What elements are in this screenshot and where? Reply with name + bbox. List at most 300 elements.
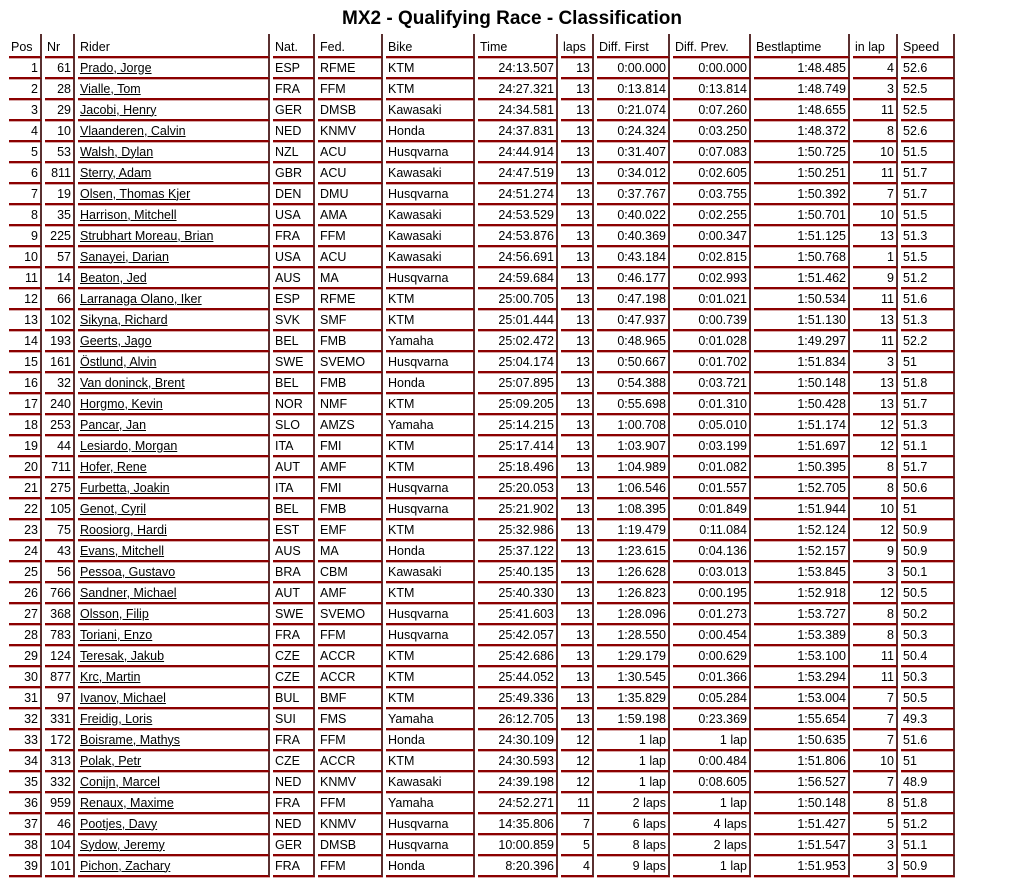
rider-link[interactable]: Freidig, Loris — [80, 711, 153, 726]
col-header-in-lap: in lap — [853, 34, 898, 58]
cell-fed: FFM — [318, 79, 383, 100]
cell-diff-first: 0:00.000 — [597, 58, 670, 79]
cell-laps: 13 — [561, 226, 594, 247]
cell-fed: CBM — [318, 562, 383, 583]
cell-nat: SLO — [273, 415, 315, 436]
rider-link[interactable]: Horgmo, Kevin — [80, 396, 163, 411]
cell-diff-prev: 0:04.136 — [673, 541, 751, 562]
cell-speed: 49.3 — [901, 709, 955, 730]
cell-in-lap: 7 — [853, 709, 898, 730]
rider-link[interactable]: Strubhart Moreau, Brian — [80, 228, 214, 243]
rider-link[interactable]: Furbetta, Joakin — [80, 480, 170, 495]
cell-bestlaptime: 1:51.125 — [754, 226, 850, 247]
rider-link[interactable]: Olsen, Thomas Kjer — [80, 186, 191, 201]
cell-nat: FRA — [273, 730, 315, 751]
table-row — [9, 835, 955, 856]
cell-nr: 877 — [45, 667, 75, 688]
table-row — [9, 709, 955, 730]
table-row — [9, 121, 955, 142]
cell-fed: DMU — [318, 184, 383, 205]
cell-bestlaptime: 1:50.392 — [754, 184, 850, 205]
cell-bike: Husqvarna — [386, 478, 475, 499]
cell-in-lap: 7 — [853, 772, 898, 793]
cell-pos: 26 — [9, 583, 42, 604]
cell-bestlaptime: 1:55.654 — [754, 709, 850, 730]
cell-pos: 11 — [9, 268, 42, 289]
rider-link[interactable]: Teresak, Jakub — [80, 648, 165, 663]
cell-bestlaptime: 1:50.148 — [754, 793, 850, 814]
cell-bike: Husqvarna — [386, 142, 475, 163]
rider-link[interactable]: Ivanov, Michael — [80, 690, 166, 705]
rider-link[interactable]: Van doninck, Brent — [80, 375, 185, 390]
cell-laps: 7 — [561, 814, 594, 835]
cell-diff-prev: 0:00.347 — [673, 226, 751, 247]
cell-diff-first: 0:55.698 — [597, 394, 670, 415]
cell-time: 24:53.876 — [478, 226, 558, 247]
cell-time: 25:00.705 — [478, 289, 558, 310]
cell-bestlaptime: 1:50.148 — [754, 373, 850, 394]
cell-nr: 53 — [45, 142, 75, 163]
cell-nat: FRA — [273, 856, 315, 877]
cell-fed: FMB — [318, 373, 383, 394]
cell-nr: 32 — [45, 373, 75, 394]
rider-link[interactable]: Vialle, Tom — [80, 81, 141, 96]
cell-nat: NED — [273, 814, 315, 835]
cell-pos: 34 — [9, 751, 42, 772]
cell-fed: RFME — [318, 58, 383, 79]
table-row — [9, 730, 955, 751]
cell-fed: RFME — [318, 289, 383, 310]
cell-rider — [78, 415, 270, 436]
cell-time: 25:07.895 — [478, 373, 558, 394]
rider-link[interactable]: Krc, Martin — [80, 669, 141, 684]
cell-pos: 33 — [9, 730, 42, 751]
cell-diff-prev: 0:07.083 — [673, 142, 751, 163]
rider-link[interactable]: Pootjes, Davy — [80, 816, 158, 831]
cell-bestlaptime: 1:50.251 — [754, 163, 850, 184]
cell-laps: 12 — [561, 730, 594, 751]
cell-bestlaptime: 1:53.004 — [754, 688, 850, 709]
cell-nr: 35 — [45, 205, 75, 226]
cell-nr: 44 — [45, 436, 75, 457]
cell-in-lap: 1 — [853, 247, 898, 268]
cell-time: 24:47.519 — [478, 163, 558, 184]
cell-rider — [78, 520, 270, 541]
rider-link[interactable]: Sterry, Adam — [80, 165, 152, 180]
classification-table — [6, 34, 958, 877]
cell-diff-prev: 0:01.557 — [673, 478, 751, 499]
cell-nr: 43 — [45, 541, 75, 562]
cell-bestlaptime: 1:49.297 — [754, 331, 850, 352]
cell-fed: KNMV — [318, 772, 383, 793]
cell-time: 25:37.122 — [478, 541, 558, 562]
cell-bestlaptime: 1:48.655 — [754, 100, 850, 121]
cell-nr: 331 — [45, 709, 75, 730]
cell-time: 25:09.205 — [478, 394, 558, 415]
table-row — [9, 856, 955, 877]
cell-pos: 15 — [9, 352, 42, 373]
cell-fed: FMB — [318, 499, 383, 520]
cell-time: 25:49.336 — [478, 688, 558, 709]
cell-speed: 52.6 — [901, 58, 955, 79]
cell-time: 14:35.806 — [478, 814, 558, 835]
cell-bike: KTM — [386, 79, 475, 100]
cell-nr: 766 — [45, 583, 75, 604]
cell-in-lap: 9 — [853, 268, 898, 289]
cell-time: 25:20.053 — [478, 478, 558, 499]
cell-nat: BUL — [273, 688, 315, 709]
cell-nat: BRA — [273, 562, 315, 583]
cell-diff-prev: 0:01.273 — [673, 604, 751, 625]
page-title: MX2 - Qualifying Race - Classification — [342, 8, 682, 29]
cell-nat: SWE — [273, 604, 315, 625]
table-row — [9, 247, 955, 268]
col-header-fed: Fed. — [318, 34, 383, 58]
cell-nat: USA — [273, 247, 315, 268]
cell-speed: 48.9 — [901, 772, 955, 793]
cell-time: 25:42.686 — [478, 646, 558, 667]
cell-pos: 3 — [9, 100, 42, 121]
table-row — [9, 688, 955, 709]
cell-diff-prev: 0:05.010 — [673, 415, 751, 436]
cell-diff-first: 0:47.937 — [597, 310, 670, 331]
cell-bike: Yamaha — [386, 709, 475, 730]
cell-rider — [78, 604, 270, 625]
table-row — [9, 226, 955, 247]
cell-nr: 275 — [45, 478, 75, 499]
cell-time: 25:18.496 — [478, 457, 558, 478]
cell-pos: 37 — [9, 814, 42, 835]
cell-laps: 13 — [561, 646, 594, 667]
cell-bike: Kawasaki — [386, 226, 475, 247]
cell-nat: NED — [273, 121, 315, 142]
cell-time: 25:41.603 — [478, 604, 558, 625]
cell-in-lap: 3 — [853, 835, 898, 856]
rider-link[interactable]: Geerts, Jago — [80, 333, 152, 348]
cell-bike: Husqvarna — [386, 499, 475, 520]
cell-nr: 332 — [45, 772, 75, 793]
cell-rider — [78, 499, 270, 520]
cell-bestlaptime: 1:48.749 — [754, 79, 850, 100]
cell-in-lap: 12 — [853, 583, 898, 604]
cell-nr: 75 — [45, 520, 75, 541]
rider-link[interactable]: Pessoa, Gustavo — [80, 564, 176, 579]
table-row — [9, 772, 955, 793]
cell-bestlaptime: 1:51.953 — [754, 856, 850, 877]
cell-laps: 13 — [561, 310, 594, 331]
cell-speed: 50.5 — [901, 583, 955, 604]
cell-time: 24:30.593 — [478, 751, 558, 772]
cell-in-lap: 11 — [853, 163, 898, 184]
cell-rider — [78, 247, 270, 268]
rider-link[interactable]: Toriani, Enzo — [80, 627, 153, 642]
cell-bestlaptime: 1:53.389 — [754, 625, 850, 646]
table-row — [9, 373, 955, 394]
cell-time: 24:39.198 — [478, 772, 558, 793]
table-row — [9, 205, 955, 226]
table-row — [9, 415, 955, 436]
cell-in-lap: 11 — [853, 646, 898, 667]
rider-link[interactable]: Lesiardo, Morgan — [80, 438, 178, 453]
cell-speed: 50.1 — [901, 562, 955, 583]
cell-bike: Husqvarna — [386, 184, 475, 205]
cell-laps: 13 — [561, 667, 594, 688]
cell-rider — [78, 646, 270, 667]
cell-rider — [78, 625, 270, 646]
rider-link[interactable]: Olsson, Filip — [80, 606, 149, 621]
cell-diff-prev: 0:01.702 — [673, 352, 751, 373]
cell-nr: 10 — [45, 121, 75, 142]
cell-pos: 12 — [9, 289, 42, 310]
cell-rider — [78, 100, 270, 121]
cell-pos: 32 — [9, 709, 42, 730]
col-header-bestlaptime: Bestlaptime — [754, 34, 850, 58]
cell-laps: 13 — [561, 268, 594, 289]
rider-link[interactable]: Sandner, Michael — [80, 585, 177, 600]
cell-bestlaptime: 1:51.944 — [754, 499, 850, 520]
rider-link[interactable]: Genot, Cyril — [80, 501, 146, 516]
cell-time: 8:20.396 — [478, 856, 558, 877]
cell-nat: SWE — [273, 352, 315, 373]
cell-pos: 16 — [9, 373, 42, 394]
cell-pos: 21 — [9, 478, 42, 499]
cell-bike: Husqvarna — [386, 625, 475, 646]
cell-in-lap: 8 — [853, 457, 898, 478]
cell-diff-first: 0:31.407 — [597, 142, 670, 163]
cell-bestlaptime: 1:53.294 — [754, 667, 850, 688]
cell-bike: KTM — [386, 646, 475, 667]
cell-speed: 51.3 — [901, 226, 955, 247]
cell-laps: 13 — [561, 415, 594, 436]
cell-fed: AMF — [318, 457, 383, 478]
cell-speed: 52.6 — [901, 121, 955, 142]
cell-diff-first: 1 lap — [597, 751, 670, 772]
cell-bestlaptime: 1:51.130 — [754, 310, 850, 331]
cell-bestlaptime: 1:53.100 — [754, 646, 850, 667]
rider-link[interactable]: Hofer, Rene — [80, 459, 147, 474]
cell-in-lap: 3 — [853, 352, 898, 373]
cell-bike: Kawasaki — [386, 772, 475, 793]
rider-link[interactable]: Jacobi, Henry — [80, 102, 157, 117]
rider-link[interactable]: Polak, Petr — [80, 753, 142, 768]
cell-pos: 10 — [9, 247, 42, 268]
cell-speed: 51.2 — [901, 814, 955, 835]
cell-diff-prev: 0:05.284 — [673, 688, 751, 709]
cell-diff-first: 1:26.823 — [597, 583, 670, 604]
cell-in-lap: 8 — [853, 604, 898, 625]
cell-fed: KNMV — [318, 814, 383, 835]
cell-diff-first: 0:40.022 — [597, 205, 670, 226]
cell-rider — [78, 541, 270, 562]
cell-laps: 13 — [561, 604, 594, 625]
cell-diff-prev: 0:01.366 — [673, 667, 751, 688]
cell-nr: 101 — [45, 856, 75, 877]
cell-nat: ITA — [273, 478, 315, 499]
rider-link[interactable]: Roosiorg, Hardi — [80, 522, 167, 537]
cell-laps: 13 — [561, 58, 594, 79]
cell-laps: 13 — [561, 478, 594, 499]
cell-rider — [78, 142, 270, 163]
cell-nr: 61 — [45, 58, 75, 79]
cell-nr: 959 — [45, 793, 75, 814]
cell-fed: MA — [318, 268, 383, 289]
rider-link[interactable]: Conijn, Marcel — [80, 774, 160, 789]
rider-link[interactable]: Prado, Jorge — [80, 60, 152, 75]
cell-diff-prev: 0:01.310 — [673, 394, 751, 415]
table-row — [9, 541, 955, 562]
cell-diff-first: 1:08.395 — [597, 499, 670, 520]
cell-time: 25:40.135 — [478, 562, 558, 583]
cell-nr: 97 — [45, 688, 75, 709]
cell-bestlaptime: 1:50.534 — [754, 289, 850, 310]
cell-fed: FMS — [318, 709, 383, 730]
table-row — [9, 499, 955, 520]
cell-fed: FFM — [318, 793, 383, 814]
cell-pos: 13 — [9, 310, 42, 331]
cell-bike: Kawasaki — [386, 247, 475, 268]
cell-time: 25:01.444 — [478, 310, 558, 331]
cell-in-lap: 12 — [853, 436, 898, 457]
cell-laps: 5 — [561, 835, 594, 856]
cell-laps: 13 — [561, 331, 594, 352]
cell-time: 26:12.705 — [478, 709, 558, 730]
col-header-nr: Nr — [45, 34, 75, 58]
cell-laps: 13 — [561, 583, 594, 604]
cell-fed: ACU — [318, 142, 383, 163]
cell-bestlaptime: 1:52.124 — [754, 520, 850, 541]
cell-speed: 51.3 — [901, 310, 955, 331]
rider-link[interactable]: Sanayei, Darian — [80, 249, 169, 264]
cell-in-lap: 13 — [853, 226, 898, 247]
cell-diff-prev: 0:23.369 — [673, 709, 751, 730]
cell-bike: KTM — [386, 520, 475, 541]
cell-bestlaptime: 1:53.845 — [754, 562, 850, 583]
cell-time: 24:53.529 — [478, 205, 558, 226]
cell-pos: 39 — [9, 856, 42, 877]
cell-bike: Kawasaki — [386, 562, 475, 583]
cell-diff-prev: 0:00.000 — [673, 58, 751, 79]
table-row — [9, 457, 955, 478]
cell-nr: 124 — [45, 646, 75, 667]
cell-time: 24:56.691 — [478, 247, 558, 268]
cell-diff-first: 0:21.074 — [597, 100, 670, 121]
rider-link[interactable]: Sikyna, Richard — [80, 312, 168, 327]
cell-time: 24:44.914 — [478, 142, 558, 163]
col-header-speed: Speed — [901, 34, 955, 58]
cell-nat: DEN — [273, 184, 315, 205]
table-row — [9, 163, 955, 184]
cell-fed: FFM — [318, 625, 383, 646]
cell-rider — [78, 289, 270, 310]
cell-pos: 6 — [9, 163, 42, 184]
cell-diff-first: 8 laps — [597, 835, 670, 856]
cell-diff-first: 1:06.546 — [597, 478, 670, 499]
cell-diff-first: 0:37.767 — [597, 184, 670, 205]
cell-pos: 20 — [9, 457, 42, 478]
cell-pos: 38 — [9, 835, 42, 856]
table-row — [9, 793, 955, 814]
cell-bike: Honda — [386, 373, 475, 394]
table-row — [9, 184, 955, 205]
cell-rider — [78, 184, 270, 205]
cell-nr: 711 — [45, 457, 75, 478]
cell-fed: ACCR — [318, 751, 383, 772]
rider-link[interactable]: Larranaga Olano, Iker — [80, 291, 202, 306]
cell-in-lap: 11 — [853, 667, 898, 688]
rider-link[interactable]: Vlaanderen, Calvin — [80, 123, 186, 138]
cell-diff-prev: 0:00.454 — [673, 625, 751, 646]
rider-link[interactable]: Evans, Mitchell — [80, 543, 165, 558]
cell-in-lap: 8 — [853, 121, 898, 142]
cell-nr: 161 — [45, 352, 75, 373]
cell-speed: 50.6 — [901, 478, 955, 499]
rider-link[interactable]: Sydow, Jeremy — [80, 837, 165, 852]
table-row — [9, 478, 955, 499]
table-row — [9, 394, 955, 415]
cell-bike: Honda — [386, 121, 475, 142]
rider-link[interactable]: Pichon, Zachary — [80, 858, 171, 873]
cell-nat: GER — [273, 100, 315, 121]
cell-diff-first: 0:54.388 — [597, 373, 670, 394]
cell-diff-prev: 2 laps — [673, 835, 751, 856]
rider-link[interactable]: Renaux, Maxime — [80, 795, 174, 810]
cell-speed: 50.9 — [901, 541, 955, 562]
cell-nat: BEL — [273, 373, 315, 394]
cell-pos: 17 — [9, 394, 42, 415]
rider-link[interactable]: Beaton, Jed — [80, 270, 147, 285]
cell-pos: 27 — [9, 604, 42, 625]
cell-nat: ESP — [273, 58, 315, 79]
cell-nat: FRA — [273, 625, 315, 646]
col-header-bike: Bike — [386, 34, 475, 58]
cell-bestlaptime: 1:51.697 — [754, 436, 850, 457]
cell-rider — [78, 835, 270, 856]
rider-link[interactable]: Östlund, Alvin — [80, 354, 157, 369]
cell-bike: Kawasaki — [386, 205, 475, 226]
cell-bestlaptime: 1:50.768 — [754, 247, 850, 268]
table-row — [9, 814, 955, 835]
cell-time: 25:14.215 — [478, 415, 558, 436]
rider-link[interactable]: Boisrame, Mathys — [80, 732, 181, 747]
cell-bike: Husqvarna — [386, 352, 475, 373]
rider-link[interactable]: Harrison, Mitchell — [80, 207, 177, 222]
cell-in-lap: 10 — [853, 142, 898, 163]
cell-rider — [78, 772, 270, 793]
cell-nat: BEL — [273, 331, 315, 352]
cell-rider — [78, 331, 270, 352]
rider-link[interactable]: Pancar, Jan — [80, 417, 147, 432]
cell-nat: CZE — [273, 751, 315, 772]
cell-nat: FRA — [273, 793, 315, 814]
cell-laps: 13 — [561, 499, 594, 520]
cell-fed: FMB — [318, 331, 383, 352]
cell-diff-first: 0:13.814 — [597, 79, 670, 100]
cell-diff-prev: 0:03.250 — [673, 121, 751, 142]
table-row — [9, 436, 955, 457]
cell-diff-prev: 4 laps — [673, 814, 751, 835]
cell-diff-prev: 0:01.849 — [673, 499, 751, 520]
table-row — [9, 58, 955, 79]
cell-bestlaptime: 1:48.485 — [754, 58, 850, 79]
cell-pos: 19 — [9, 436, 42, 457]
cell-laps: 13 — [561, 205, 594, 226]
cell-pos: 28 — [9, 625, 42, 646]
rider-link[interactable]: Walsh, Dylan — [80, 144, 154, 159]
table-row — [9, 142, 955, 163]
cell-laps: 13 — [561, 352, 594, 373]
cell-laps: 13 — [561, 100, 594, 121]
cell-diff-prev: 0:02.255 — [673, 205, 751, 226]
